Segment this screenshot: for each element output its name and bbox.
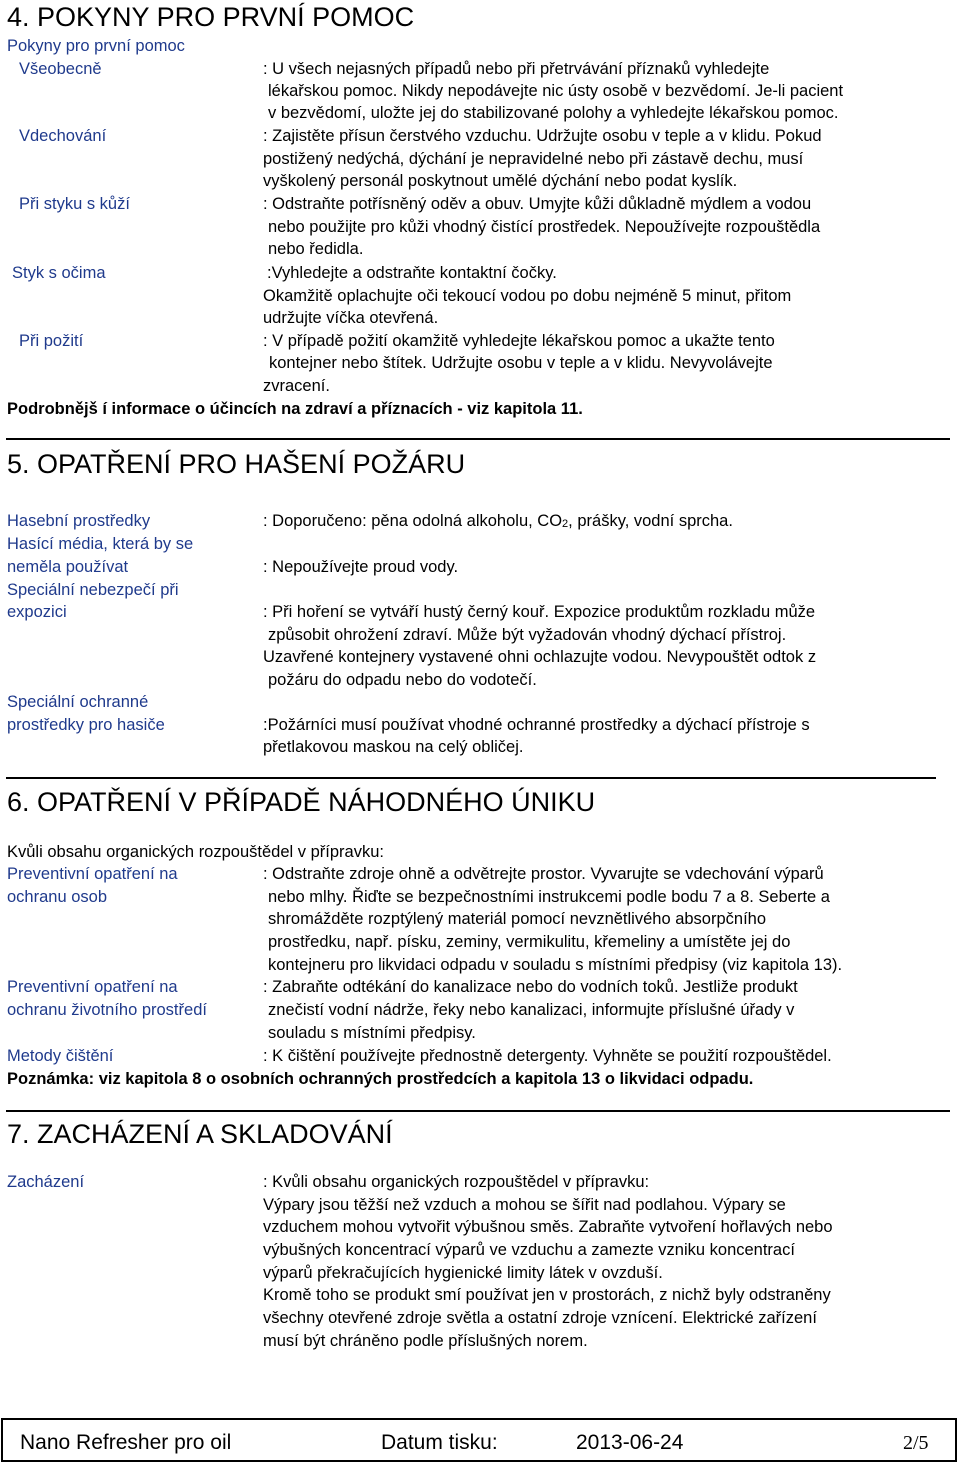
text-line: znečistí vodní nádrže, řeky nebo kanalizaci, informujte příslušné úřady v [268, 1001, 795, 1019]
text-line: nebo ředidla. [268, 240, 364, 258]
text-fragment: , prášky, vodní sprcha. [568, 512, 733, 530]
footer-date-label: Datum tisku: [381, 1431, 498, 1454]
text-line: všechny otevřené zdroje světla a ostatní zdroje vznícení. Elektrické zařízení [263, 1309, 817, 1327]
label-protective-equipment-2: prostředky pro hasiče [7, 716, 165, 734]
text-line: souladu s místními předpisy. [268, 1024, 476, 1042]
text-line [263, 512, 733, 531]
section-4-title: 4. POKYNY PRO PRVNÍ POMOC [7, 2, 415, 32]
text-line: prostředku, např. písku, zeminy, vermikulitu, křemeliny a umístěte jej do [268, 933, 791, 951]
text-line: vyškolený personál poskytnout umělé dýchání nebo podat kyslík. [263, 172, 738, 190]
section-4-subtitle: Pokyny pro první pomoc [7, 37, 185, 55]
text-line: shromážděte rozptýlený materiál pomocí nevznětlivého absorpčního [268, 910, 767, 928]
text-line: vzduchem mohou vytvořit výbušnou směs. Zabraňte vytvoření hořlavých nebo [263, 1218, 833, 1236]
divider [6, 777, 936, 779]
text-line: : Kvůli obsahu organických rozpouštědel v přípravku: [263, 1173, 650, 1191]
label-environmental-precautions-2: ochranu životního prostředí [7, 1001, 207, 1019]
text-line: výbušných koncentrací výparů ve vzduchu a zamezte vzniku koncentrací [263, 1241, 795, 1259]
text-line: Uzavřené kontejnery vystavené ohni ochlazujte vodou. Nevypouštět odtok z [263, 648, 817, 666]
label-special-hazards: Speciální nebezpečí při [7, 581, 179, 599]
text-line: způsobit ohrožení zdraví. Může být vyžadován vhodný dýchací přístroj. [268, 626, 787, 644]
divider [6, 1110, 950, 1112]
text-line: kontejner nebo štítek. Udržujte osobu v teple a v klidu. Nevyvolávejte [269, 354, 773, 372]
footer-date: 2013-06-24 [576, 1431, 684, 1454]
label-unsuitable-media: Hasící média, která by se [7, 535, 194, 553]
text-line: Kromě toho se produkt smí používat jen v prostorách, z nichž byly odstraněny [263, 1286, 831, 1304]
section-5-title: 5. OPATŘENÍ PRO HAŠENÍ POŽÁRU [7, 449, 466, 479]
footer-product-name: Nano Refresher pro oil [20, 1431, 232, 1454]
text-line: : V případě požití okamžitě vyhledejte lékařskou pomoc a ukažte tento [263, 332, 775, 350]
label-personal-precautions-2: ochranu osob [7, 888, 107, 906]
text-line: : Odstraňte potřísněný oděv a obuv. Umyjte kůži důkladně mýdlem a vodou [263, 195, 812, 213]
label-skin-contact: Při styku s kůží [19, 195, 130, 213]
text-fragment: : Doporučeno: pěna odolná alkoholu, CO [263, 512, 563, 530]
label-eye-contact: Styk s očima [12, 264, 106, 282]
text-line: : U všech nejasných případů nebo při přetrvávání příznaků vyhledejte [263, 60, 770, 78]
text-line: nebo použijte pro kůži vhodný čistící prostředek. Nepoužívejte rozpouštědla [268, 218, 821, 236]
section-6-intro: Kvůli obsahu organických rozpouštědel v přípravku: [7, 843, 384, 861]
label-special-hazards-2: expozici [7, 603, 67, 621]
label-general: Všeobecně [19, 60, 102, 78]
text-line: výparů překračujících hygienické limity látek v ovzduší. [263, 1264, 663, 1282]
text-line: Okamžitě oplachujte oči tekoucí vodou po dobu nejméně 5 minut, přitom [263, 287, 792, 305]
label-ingestion: Při požití [19, 332, 84, 350]
label-personal-precautions: Preventivní opatření na [7, 865, 178, 883]
text-line: postižený nedýchá, dýchání je nepravidelné nebo při zástavě dechu, musí [263, 150, 804, 168]
text-line: : Nepoužívejte proud vody. [263, 558, 459, 576]
text-line: udržujte víčka otevřená. [263, 309, 439, 327]
section-7-title: 7. ZACHÁZENÍ A SKLADOVÁNÍ [7, 1119, 393, 1149]
label-extinguishing-media: Hasební prostředky [7, 512, 151, 530]
section-6-note: Poznámka: viz kapitola 8 o osobních ochranných prostředcích a kapitola 13 o likvidaci odpadu. [7, 1070, 754, 1088]
section-6-title: 6. OPATŘENÍ V PŘÍPADĚ NÁHODNÉHO ÚNIKU [7, 787, 596, 817]
text-line: přetlakovou maskou na celý obličej. [263, 738, 524, 756]
label-unsuitable-media-2: neměla používat [7, 558, 129, 576]
text-line: zvracení. [263, 377, 330, 395]
text-line: musí být chráněno podle příslušných norem. [263, 1332, 588, 1350]
label-handling: Zacházení [7, 1173, 85, 1191]
label-protective-equipment: Speciální ochranné [7, 693, 149, 711]
section-4-note: Podrobnějš í informace o účincích na zdraví a příznacích - viz kapitola 11. [7, 400, 583, 418]
text-line: lékařskou pomoc. Nikdy nepodávejte nic ústy osobě v bezvědomí. Je-li pacient [268, 82, 844, 100]
label-environmental-precautions: Preventivní opatření na [7, 978, 178, 996]
divider [6, 438, 950, 440]
text-line: v bezvědomí, uložte jej do stabilizované polohy a vyhledejte lékařskou pomoc. [268, 104, 839, 122]
text-line: : K čištění používejte přednostně detergenty. Vyhněte se použití rozpouštědel. [263, 1047, 832, 1065]
text-line: : Zajistěte přísun čerstvého vzduchu. Udržujte osobu v teple a v klidu. Pokud [263, 127, 822, 145]
text-line: :Vyhledejte a odstraňte kontaktní čočky. [267, 264, 557, 282]
text-line: : Při hoření se vytváří hustý černý kouř. Expozice produktům rozkladu může [263, 603, 816, 621]
subscript: 2 [562, 518, 569, 530]
text-line: :Požárníci musí používat vhodné ochranné prostředky a dýchací přístroje s [263, 716, 810, 734]
label-inhalation: Vdechování [19, 127, 107, 145]
text-line: požáru do odpadu nebo do vodotečí. [268, 671, 537, 689]
text-line: : Odstraňte zdroje ohně a odvětrejte prostor. Vyvarujte se vdechování výparů [263, 865, 824, 883]
page-footer [1, 1418, 957, 1462]
footer-page-number: 2/5 [903, 1432, 929, 1454]
text-line: Výpary jsou těžší než vzduch a mohou se šířit nad podlahou. Výpary se [263, 1196, 786, 1214]
text-line: kontejneru pro likvidaci odpadu v souladu s místními předpisy (viz kapitola 13). [268, 956, 843, 974]
text-line: : Zabraňte odtékání do kanalizace nebo do vodních toků. Jestliže produkt [263, 978, 798, 996]
text-line: nebo mlhy. Řiďte se bezpečnostními instrukcemi podle bodu 7 a 8. Seberte a [268, 888, 830, 906]
label-cleanup-methods: Metody čištění [7, 1047, 114, 1065]
